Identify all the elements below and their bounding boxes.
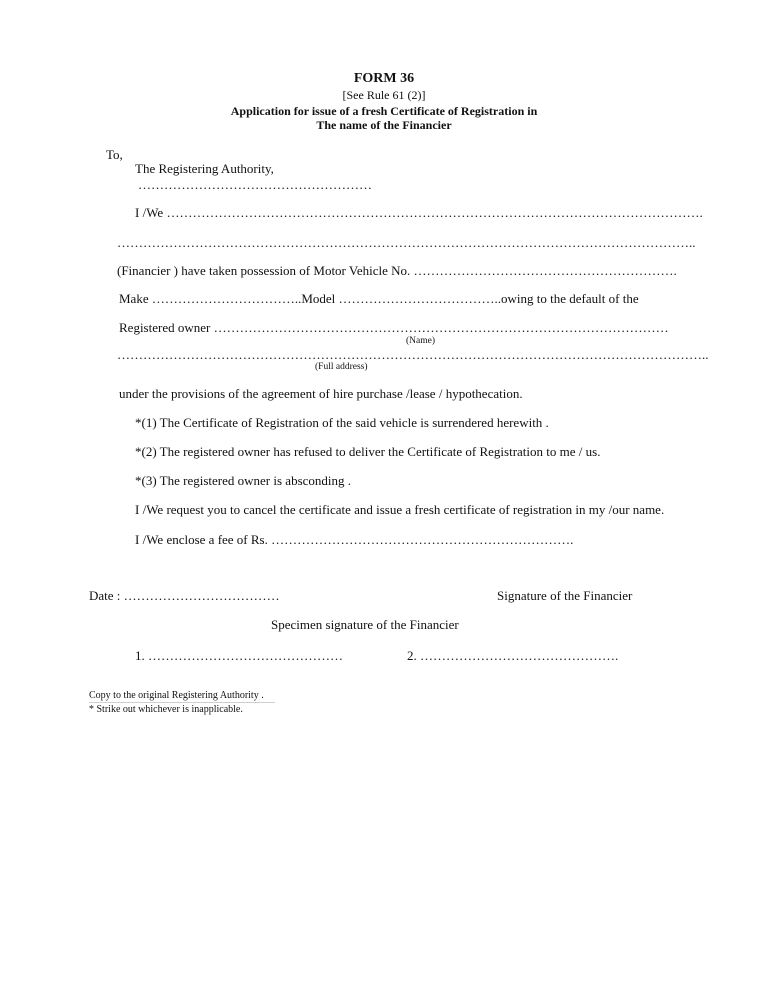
applicant-line: I /We ……………………………………………………………………………………………………………. — [135, 205, 703, 220]
copy-note: Copy to the original Registering Authority . — [89, 690, 264, 701]
form-title-line-1: Application for issue of a fresh Certificate of Registration in — [230, 104, 538, 118]
request-line: I /We request you to cancel the certificate and issue a fresh certificate of registration in my /our name. — [135, 502, 665, 517]
applicant-continuation-line: …………………………………………………………………………………………………………………….. — [117, 235, 696, 250]
specimen-signature-2: 2. ………………………………………. — [407, 648, 619, 663]
name-caption: (Name) — [406, 336, 436, 346]
footnote-divider — [89, 702, 275, 703]
specimen-signature-label: Specimen signature of the Financier — [271, 617, 459, 632]
make-model-line: Make ……………………………..Model ………………………………..owing to the default of the — [119, 291, 639, 306]
rule-reference: [See Rule 61 (2)] — [342, 88, 426, 102]
to-label: To, — [106, 147, 123, 162]
specimen-signature-1: 1. ……………………………………… — [135, 648, 343, 663]
strike-out-note: * Strike out whichever is inapplicable. — [89, 704, 243, 715]
vehicle-number-line: (Financier ) have taken possession of Motor Vehicle No. ……………………………………………………. — [117, 263, 677, 278]
full-address-caption: (Full address) — [315, 362, 368, 372]
agreement-line: under the provisions of the agreement of hire purchase /lease / hypothecation. — [119, 386, 523, 401]
signature-label: Signature of the Financier — [497, 588, 633, 603]
form-title-line-2: The name of the Financier — [316, 118, 452, 132]
date-line: Date : ……………………………… — [89, 588, 280, 603]
option-2: *(2) The registered owner has refused to deliver the Certificate of Registration to me / us. — [135, 444, 601, 459]
owner-address-line: ……………………………………………………………………………………………………………………….. — [117, 347, 709, 362]
option-3: *(3) The registered owner is absconding . — [135, 473, 352, 488]
option-1: *(1) The Certificate of Registration of the said vehicle is surrendered herewith . — [135, 415, 549, 430]
authority-blank-field: ……………………………………………… — [138, 177, 372, 192]
registered-owner-line: Registered owner …………………………………………………………………………………………… — [119, 320, 669, 335]
registering-authority: The Registering Authority, — [135, 161, 274, 176]
form-number: FORM 36 — [353, 71, 415, 86]
fee-line: I /We enclose a fee of Rs. ……………………………………………………………. — [135, 532, 574, 547]
